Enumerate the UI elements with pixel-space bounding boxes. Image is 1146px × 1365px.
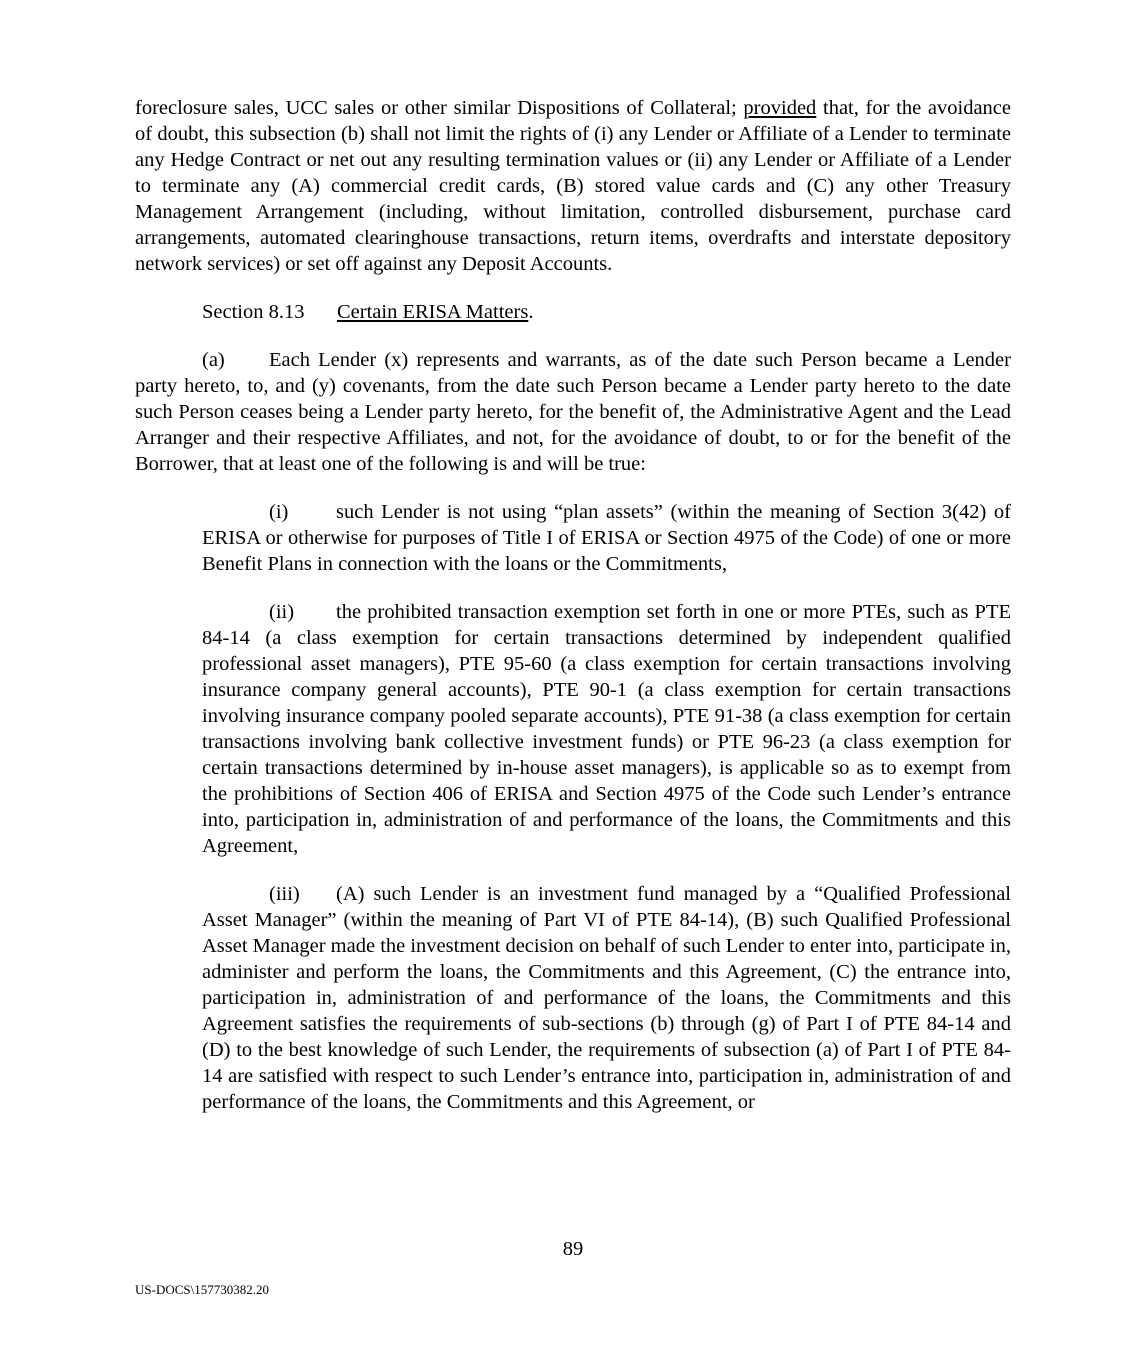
sub-item-marker: (i) [269, 501, 289, 523]
sub-item-text: the prohibited transaction exemption set forth in one or more PTEs, such as PTE 84-14 (a class exemption for certain transactions determined by independent qualified professional asset managers), PTE 95-60 (a class exemption for certain transactions involving insurance company general accounts), PTE 90-1 (a class exemption for certain transactions involving insurance company pooled separate accounts), PTE 91-38 (a class exemption for certain transactions involving bank collective investment funds) or PTE 96-23 (a class exemption for certain transactions determined by in-house asset managers), is applicable so as to exempt from the prohibitions of Section 406 of ERISA and Section 4975 of the Code such Lender’s entrance into, participation in, administration of and performance of the loans, the Commitments and this Agreement, [202, 601, 1011, 857]
paragraph-top [135, 95, 1011, 277]
sub-item-text: (A) such Lender is an investment fund managed by a “Qualified Professional Asset Manager” (within the meaning of Part VI of PTE 84-14), (B) such Qualified Professional Asset Manager made the investment decision on behalf of such Lender to enter into, participate in, administer and perform the loans, the Commitments and this Agreement, (C) the entrance into, participation in, administration of and performance of the loans, the Commitments and this Agreement satisfies the requirements of sub-sections (b) through (g) of Part I of PTE 84-14 and (D) to the best knowledge of such Lender, the requirements of subsection (a) of Part I of PTE 84-14 are satisfied with respect to such Lender’s entrance into, participation in, administration of and performance of the loans, the Commitments and this Agreement, or [202, 883, 1011, 1113]
paragraph-a [135, 347, 1011, 477]
sub-item-marker: (iii) [269, 883, 300, 905]
section-number: Section 8.13 [202, 301, 305, 323]
section-heading [135, 299, 1011, 325]
sub-item-ii [202, 599, 1011, 859]
paragraph-top-text-end: that, for the avoidance of doubt, this subsection (b) shall not limit the rights of (i) any Lender or Affiliate of a Lender to terminate any Hedge Contract or net out any resulting termination values or (ii) any Lender or Affiliate of a Lender to terminate any (A) commercial credit cards, (B) stored value cards and (C) any other Treasury Management Arrangement (including, without limitation, controlled disbursement, purchase card arrangements, automated clearinghouse transactions, return items, overdrafts and interstate depository network services) or set off against any Deposit Accounts. [135, 97, 1011, 275]
document-page [135, 95, 1011, 1137]
sub-item-iii [202, 881, 1011, 1115]
document-id: US-DOCS\157730382.20 [135, 1282, 269, 1297]
paragraph-a-marker: (a) [202, 349, 225, 371]
provided-term: provided [743, 97, 817, 119]
paragraph-a-text: Each Lender (x) represents and warrants, as of the date such Person became a Lender party hereto, to, and (y) covenants, from the date such Person became a Lender party hereto to the date such Person ceases being a Lender party hereto, for the benefit of, the Administrative Agent and the Lead Arranger and their respective Affiliates, and not, for the avoidance of doubt, to or for the benefit of the Borrower, that at least one of the following is and will be true: [135, 349, 1011, 475]
section-title-period: . [528, 301, 534, 323]
page-number: 89 [562, 1238, 584, 1260]
sub-item-marker: (ii) [269, 601, 295, 623]
paragraph-top-text-start: foreclosure sales, UCC sales or other similar Dispositions of Collateral; [135, 97, 744, 119]
sub-item-text: such Lender is not using “plan assets” (within the meaning of Section 3(42) of ERISA or otherwise for purposes of Title I of ERISA or Section 4975 of the Code) of one or more Benefit Plans in connection with the loans or the Commitments, [202, 501, 1011, 575]
section-title: Certain ERISA Matters [337, 301, 529, 323]
sub-item-i [202, 499, 1011, 577]
